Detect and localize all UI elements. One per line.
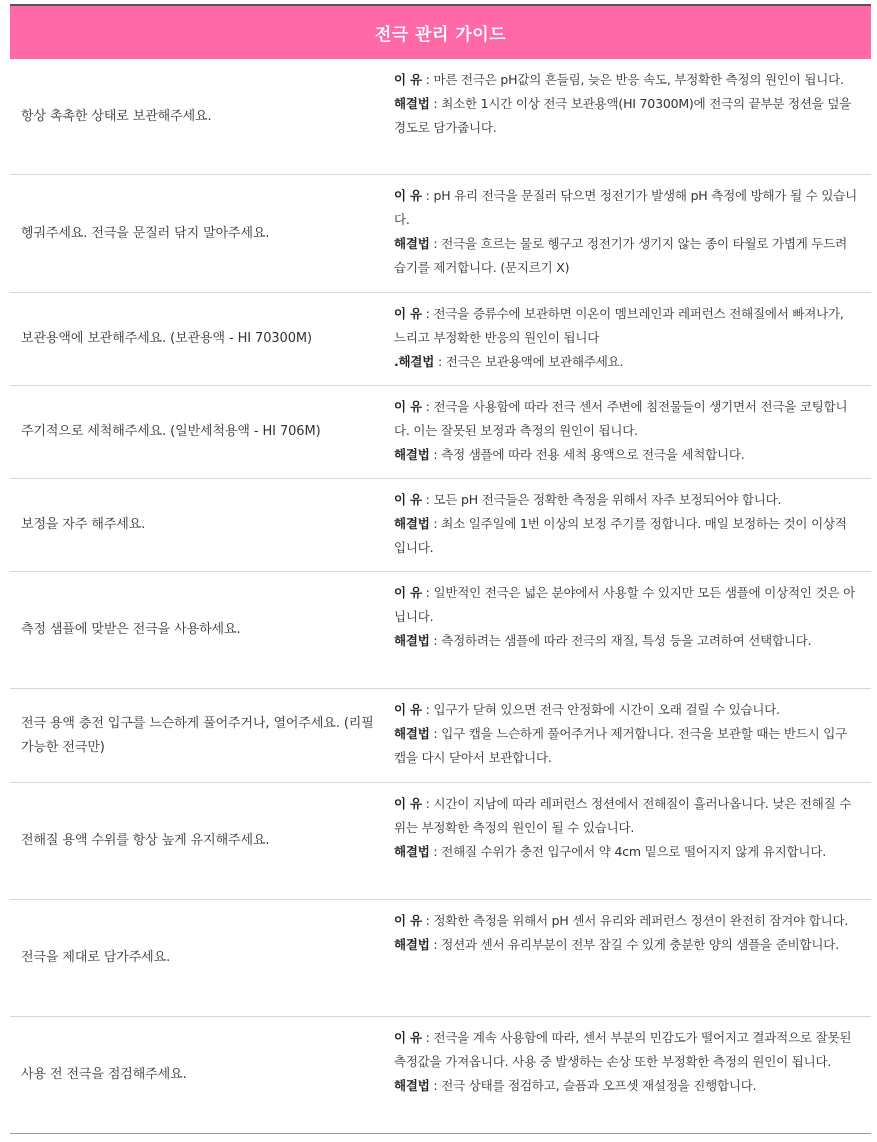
- reason-label: 이 유: [394, 1030, 422, 1045]
- solution-text: : 전극 상태를 점검하고, 슬픔과 오프셋 재설정을 진행합니다.: [429, 1078, 757, 1093]
- reason-label: 이 유: [394, 188, 422, 203]
- tip-text: 전해질 용액 수위를 항상 높게 유지해주세요.: [21, 833, 270, 848]
- solution-text: : 정션과 센서 유리부분이 전부 잠길 수 있게 충분한 양의 샘플을 준비합니다.: [429, 937, 839, 952]
- reason-line: [394, 792, 857, 840]
- solution-line: [394, 232, 857, 280]
- tip-cell: [10, 900, 386, 1016]
- solution-text: : 측정하려는 샘플에 따라 전극의 재질, 특성 등을 고려하여 선택합니다.: [429, 633, 812, 648]
- reason-label: 이 유: [394, 306, 422, 321]
- reason-label: 이 유: [394, 702, 422, 717]
- reason-label: 이 유: [394, 399, 422, 414]
- reason-line: [394, 302, 857, 350]
- reason-line: [394, 1026, 857, 1074]
- detail-cell: [386, 386, 871, 478]
- solution-text: : 전극을 흐르는 물로 헹구고 정전기가 생기지 않는 종이 타월로 가볍게 두드려 습기를 제거합니다. (문지르기 X): [394, 236, 848, 275]
- reason-line: [394, 698, 857, 722]
- reason-line: [394, 184, 857, 232]
- reason-label: 이 유: [394, 913, 422, 928]
- tip-cell: [10, 479, 386, 571]
- solution-line: [394, 722, 857, 770]
- table-row: [10, 386, 871, 479]
- reason-text: : 일반적인 전극은 넓은 분야에서 사용할 수 있지만 모든 샘플에 이상적인 것은 아닙니다.: [394, 585, 855, 624]
- solution-label: 해결법: [394, 726, 430, 741]
- reason-line: [394, 395, 857, 443]
- tip-cell: [10, 572, 386, 688]
- detail-cell: [386, 479, 871, 571]
- tip-text: 전극 용액 충전 입구를 느슨하게 풀어주거나, 열어주세요. (리필 가능한 전극만): [21, 715, 374, 755]
- table-row: [10, 175, 871, 293]
- reason-text: : 시간이 지남에 따라 레퍼런스 정션에서 전해질이 흘러나옵니다. 낮은 전해질 수위는 부정확한 측정의 원인이 될 수 있습니다.: [394, 796, 852, 835]
- table-row: [10, 783, 871, 900]
- tip-cell: [10, 1017, 386, 1133]
- solution-label: 해결법: [394, 236, 430, 251]
- solution-line: [394, 512, 857, 560]
- tip-cell: [10, 293, 386, 385]
- reason-line: [394, 488, 857, 512]
- reason-text: : 모든 pH 전극들은 정확한 측정을 위해서 자주 보정되어야 합니다.: [421, 492, 782, 507]
- solution-line: [394, 92, 857, 140]
- solution-label: 해결법: [394, 844, 430, 859]
- tip-cell: [10, 689, 386, 782]
- tip-cell: [10, 175, 386, 292]
- detail-cell: [386, 175, 871, 292]
- detail-cell: [386, 1017, 871, 1133]
- tip-text: 항상 촉촉한 상태로 보관해주세요.: [21, 108, 212, 124]
- detail-cell: [386, 689, 871, 782]
- solution-line: [394, 1074, 857, 1098]
- reason-text: : 전극을 계속 사용함에 따라, 센서 부분의 민감도가 떨어지고 결과적으로 잘못된 측정값을 가져옵니다. 사용 중 발생하는 손상 또한 부정확한 측정의 원인이 됩니다.: [394, 1030, 852, 1069]
- tip-cell: [10, 386, 386, 478]
- reason-label: 이 유: [394, 72, 422, 87]
- table-row: [10, 689, 871, 783]
- solution-text: : 최소한 1시간 이상 전극 보관용액(HI 70300M)에 전극의 끝부분 정션을 덮을 경도로 담가줍니다.: [394, 96, 852, 135]
- solution-line: [394, 933, 857, 957]
- solution-text: : 입구 캡을 느슨하게 풀어주거나 제거합니다. 전극을 보관할 때는 반드시 입구 캡을 다시 닫아서 보관합니다.: [394, 726, 848, 765]
- reason-label: 이 유: [394, 492, 422, 507]
- table-row: [10, 479, 871, 572]
- tip-text: 전극을 제대로 담가주세요.: [21, 950, 171, 965]
- reason-label: 이 유: [394, 585, 422, 600]
- solution-line: [394, 629, 857, 653]
- solution-label: 해결법: [394, 96, 430, 111]
- page-title: 전극 관리 가이드: [374, 25, 507, 45]
- guide-header: [10, 6, 871, 59]
- detail-cell: [386, 900, 871, 1016]
- tip-text: 보정을 자주 해주세요.: [21, 517, 146, 532]
- detail-cell: [386, 293, 871, 385]
- solution-label: 해결법: [394, 1078, 430, 1093]
- solution-text: : 전극은 보관용액에 보관해주세요.: [434, 354, 624, 369]
- solution-text: : 최소 일주일에 1번 이상의 보정 주기를 정합니다. 매일 보정하는 것이 이상적입니다.: [394, 516, 847, 555]
- reason-line: [394, 581, 857, 629]
- table-row: [10, 59, 871, 175]
- reason-text: : 정확한 측정을 위해서 pH 센서 유리와 레퍼런스 정션이 완전히 잠겨야 합니다.: [421, 913, 849, 928]
- reason-label: 이 유: [394, 796, 422, 811]
- tip-text: 헹궈주세요. 전극을 문질러 닦지 말아주세요.: [21, 225, 270, 241]
- detail-cell: [386, 783, 871, 899]
- table-row: [10, 1017, 871, 1134]
- detail-cell: [386, 59, 871, 174]
- table-row: [10, 293, 871, 386]
- detail-cell: [386, 572, 871, 688]
- reason-line: [394, 909, 857, 933]
- tip-cell: [10, 59, 386, 174]
- tip-text: 측정 샘플에 맞받은 전극을 사용하세요.: [21, 622, 241, 637]
- reason-text: : 전극을 사용함에 따라 전극 센서 주변에 침전물들이 생기면서 전극을 코팅합니다. 이는 잘못된 보정과 측정의 원인이 됩니다.: [394, 399, 848, 438]
- solution-label: 해결법: [394, 447, 430, 462]
- solution-label: 해결법: [394, 937, 430, 952]
- table-row: [10, 900, 871, 1017]
- solution-text: : 전해질 수위가 충전 입구에서 약 4cm 밑으로 떨어지지 않게 유지합니다.: [429, 844, 826, 859]
- solution-label: 해결법: [394, 516, 430, 531]
- reason-text: : 마른 전극은 pH값의 흔들림, 늦은 반응 속도, 부정확한 측정의 원인이 됩니다.: [421, 72, 844, 87]
- reason-line: [394, 68, 857, 92]
- reason-text: : 입구가 닫혀 있으면 전극 안정화에 시간이 오래 걸릴 수 있습니다.: [421, 702, 780, 717]
- tip-text: 사용 전 전극을 점검해주세요.: [21, 1067, 187, 1082]
- tip-text: 주기적으로 세척해주세요. (일반세척용액 - HI 706M): [21, 424, 321, 439]
- solution-label: 해결법: [394, 633, 430, 648]
- solution-line: [394, 443, 857, 467]
- guide-table: [10, 59, 871, 1134]
- reason-text: : pH 유리 전극을 문질러 닦으면 정전기가 발생해 pH 측정에 방해가 될 수 있습니다.: [394, 188, 857, 227]
- tip-text: 보관용액에 보관해주세요. (보관용액 - HI 70300M): [21, 331, 312, 346]
- table-row: [10, 572, 871, 689]
- solution-line: [394, 840, 857, 864]
- solution-label: .해결법: [394, 354, 435, 369]
- solution-line: [394, 350, 857, 374]
- solution-text: : 측정 샘플에 따라 전용 세척 용액으로 전극을 세척합니다.: [429, 447, 745, 462]
- tip-cell: [10, 783, 386, 899]
- reason-text: : 전극을 증류수에 보관하면 이온이 멤브레인과 레퍼런스 전해질에서 빠져나가, 느리고 부정확한 반응의 원인이 됩니다: [394, 306, 844, 345]
